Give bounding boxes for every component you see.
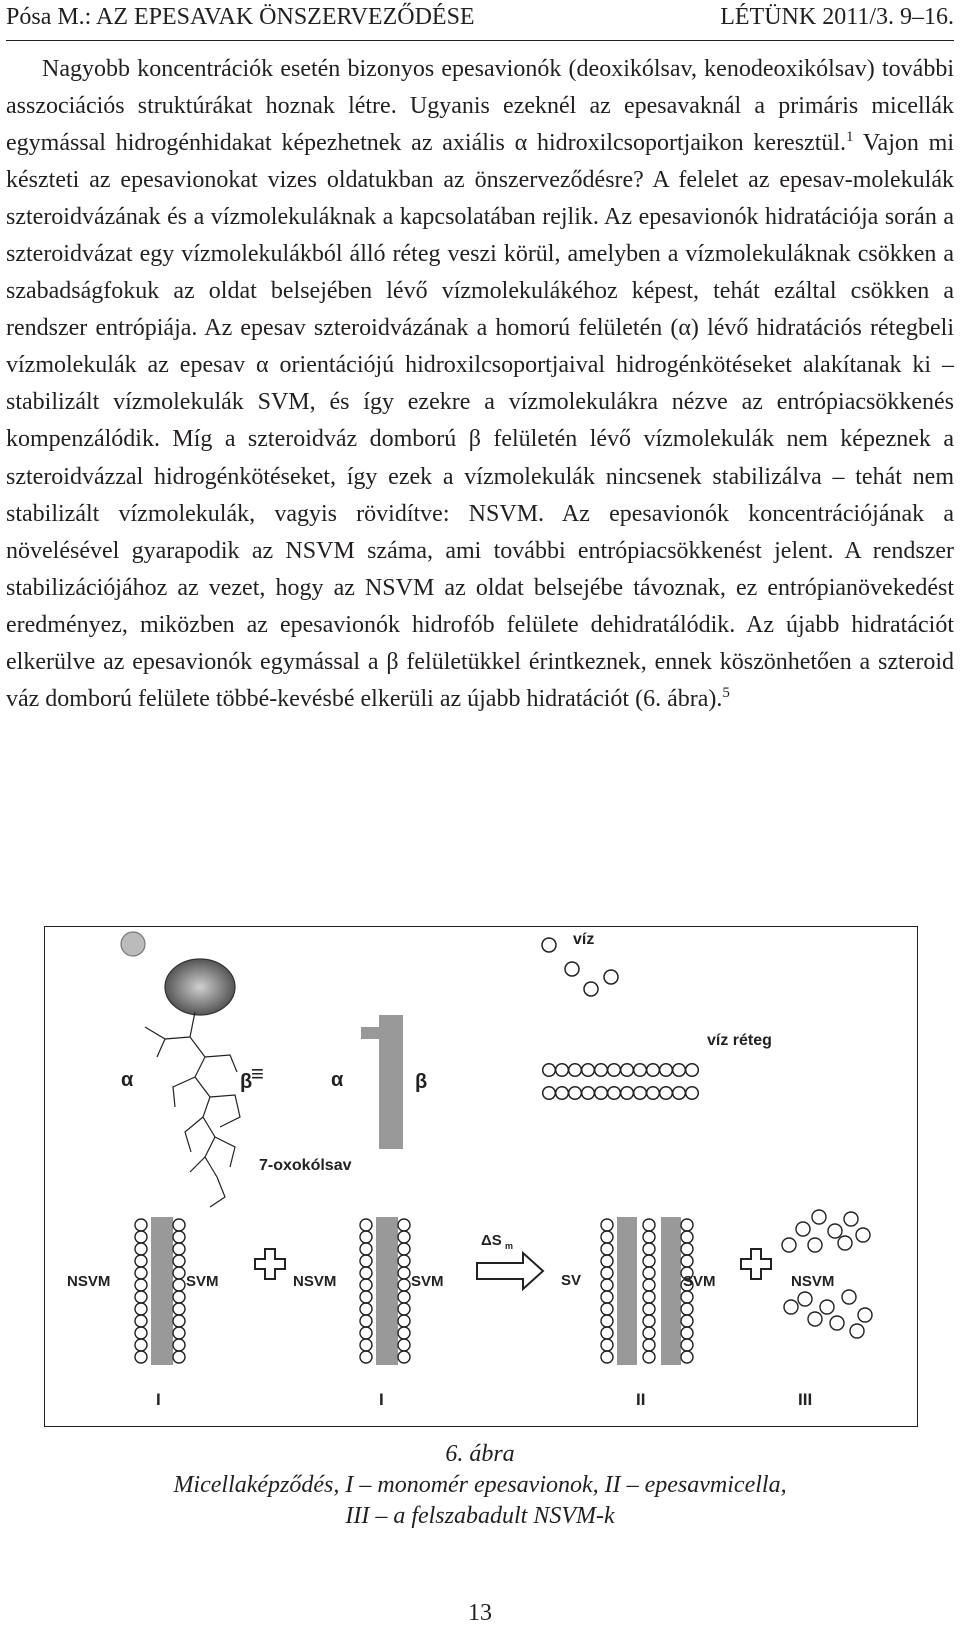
free-water-molecule bbox=[838, 1236, 852, 1250]
water-molecule bbox=[360, 1339, 372, 1351]
water-molecule bbox=[604, 970, 618, 984]
water-molecule bbox=[681, 1315, 693, 1327]
water-layer-molecule bbox=[556, 1087, 569, 1100]
water-molecule bbox=[398, 1243, 410, 1255]
free-water-molecule bbox=[856, 1228, 870, 1242]
water-molecule bbox=[398, 1291, 410, 1303]
water-molecule bbox=[135, 1219, 147, 1231]
water-molecule bbox=[643, 1255, 655, 1267]
reaction-arrow bbox=[477, 1232, 543, 1289]
water-molecule bbox=[360, 1351, 372, 1363]
water-molecule bbox=[173, 1243, 185, 1255]
water-layer-molecule bbox=[543, 1087, 556, 1100]
sv-label: SV bbox=[561, 1272, 582, 1289]
header-rule bbox=[6, 40, 954, 41]
water-molecule bbox=[643, 1303, 655, 1315]
water-layer-molecule bbox=[608, 1064, 621, 1077]
free-water-molecule bbox=[798, 1292, 812, 1306]
water-molecule bbox=[681, 1243, 693, 1255]
free-nsvm bbox=[782, 1210, 872, 1409]
water-molecule bbox=[643, 1231, 655, 1243]
water-molecule bbox=[360, 1243, 372, 1255]
water-molecule bbox=[643, 1219, 655, 1231]
water-molecule bbox=[681, 1327, 693, 1339]
free-water-molecule bbox=[812, 1210, 826, 1224]
water-molecule bbox=[135, 1267, 147, 1279]
water-layer-molecule bbox=[582, 1087, 595, 1100]
water-layer-label: víz réteg bbox=[707, 1032, 772, 1049]
water-molecule bbox=[135, 1339, 147, 1351]
water-molecule bbox=[643, 1267, 655, 1279]
water-layer-molecule bbox=[621, 1087, 634, 1100]
water-layer-molecule bbox=[595, 1064, 608, 1077]
water-molecule bbox=[601, 1219, 613, 1231]
water-molecule bbox=[135, 1255, 147, 1267]
free-water-molecule bbox=[844, 1212, 858, 1226]
water-layer-molecule bbox=[634, 1087, 647, 1100]
steroid-symbol bbox=[361, 1015, 403, 1149]
water-molecule bbox=[398, 1327, 410, 1339]
water-layer-molecule bbox=[569, 1087, 582, 1100]
figure-6 bbox=[44, 926, 918, 1427]
water-molecule bbox=[135, 1231, 147, 1243]
micelle bbox=[561, 1217, 716, 1409]
running-header bbox=[6, 2, 954, 32]
water-molecule bbox=[135, 1303, 147, 1315]
water-molecule bbox=[173, 1327, 185, 1339]
water-molecule bbox=[398, 1255, 410, 1267]
water-layer-molecule bbox=[608, 1087, 621, 1100]
water-molecule bbox=[173, 1291, 185, 1303]
water-molecule bbox=[643, 1291, 655, 1303]
water-molecule bbox=[643, 1339, 655, 1351]
alpha-label-2: α bbox=[331, 1069, 344, 1091]
water-molecule bbox=[681, 1219, 693, 1231]
water-molecule bbox=[398, 1267, 410, 1279]
monomer-2 bbox=[293, 1217, 444, 1409]
water-molecule bbox=[565, 962, 579, 976]
water-molecule bbox=[135, 1291, 147, 1303]
caption-line: Micellaképződés, I – monomér epesavionok, II – epesavmicella, bbox=[173, 1472, 787, 1498]
text-segment: Nagyobb koncentrációk esetén bizonyos epesavionók (deoxikólsav, kenodeoxikólsav) további asszociációs struktúrákat hoznak létre. Ugyanis ezeknél az epesavaknál a primáris micellák egymással hidrogénhidakat képezhetnek az axiális α hidroxilcsoportjaikon keresztül. bbox=[6, 56, 954, 157]
water-molecule bbox=[542, 938, 556, 952]
free-water-molecule bbox=[850, 1324, 864, 1338]
water-molecule bbox=[398, 1303, 410, 1315]
figure-caption bbox=[60, 1439, 900, 1532]
water-diagram bbox=[542, 931, 772, 1099]
water-molecule bbox=[360, 1231, 372, 1243]
water-molecule bbox=[643, 1315, 655, 1327]
roman-label-2: II bbox=[636, 1390, 646, 1409]
beta-label-2: β bbox=[415, 1071, 428, 1093]
water-layer-molecule bbox=[686, 1087, 699, 1100]
water-molecule bbox=[398, 1339, 410, 1351]
free-water-molecule bbox=[830, 1316, 844, 1330]
water-molecule bbox=[173, 1315, 185, 1327]
water-molecule bbox=[601, 1351, 613, 1363]
water-molecule bbox=[584, 982, 598, 996]
water-molecule bbox=[643, 1351, 655, 1363]
nsvm-label: NSVM bbox=[67, 1273, 111, 1290]
water-molecule bbox=[681, 1351, 693, 1363]
water-molecule bbox=[398, 1351, 410, 1363]
water-molecule bbox=[601, 1327, 613, 1339]
micelle-diagram bbox=[45, 927, 917, 1426]
water-molecule bbox=[360, 1279, 372, 1291]
water-molecule bbox=[360, 1315, 372, 1327]
alpha-label: α bbox=[121, 1069, 134, 1091]
beta-label: β bbox=[240, 1071, 253, 1093]
water-layer-molecule bbox=[673, 1087, 686, 1100]
water-layer-molecule bbox=[556, 1064, 569, 1077]
water-molecule bbox=[135, 1279, 147, 1291]
header-author-title: Pósa M.: AZ EPESAVAK ÖNSZERVEZŐDÉSE bbox=[6, 4, 475, 30]
water-molecule bbox=[681, 1339, 693, 1351]
water-label: víz bbox=[573, 931, 595, 948]
free-water-molecule bbox=[782, 1238, 796, 1252]
water-molecule bbox=[398, 1219, 410, 1231]
water-layer-molecule bbox=[569, 1064, 582, 1077]
roman-label-1b: I bbox=[379, 1390, 384, 1409]
water-molecule bbox=[173, 1339, 185, 1351]
water-molecule bbox=[601, 1255, 613, 1267]
text-segment: Vajon mi készteti az epesavionokat vizes oldatukban az önszerveződésre? A felelet az epesav-molekulák szteroidvázának és a vízmolekuláknak a kapcsolatában rejlik. Az epesavionók hidratációja során a szteroidvázat egy vízmolekulákból álló réteg veszi körül, amelyben a vízmolekuláknak csökken a szabadságfokuk az oldat belsejében lévő vízmolekulákéhoz képest, tehát ezáltal csökken a rendszer entrópiája. Az epesav szteroidvázának a homorú felületén (α) lévő hidratációs rétegbeli vízmolekulák az epesav α orientációjú hidroxilcsoportjaival hidrogénkötéseket alakítanak ki – stabilizált vízmolekulák SVM, és így ezekre a vízmolekulákra nézve az entrópiacsökkenés kompenzálódik. Míg a szteroidváz domború β felületén lévő vízmolekulák nem képeznek a szteroidvázzal hidrogénkötéseket, így ezek a vízmolekulák nincsenek stabilizálva – tehát nem stabilizált vízmolekulák, vagyis rövidítve: NSVM. Az epesavionók koncentrációjának a növelésével gyarapodik az NSVM száma, ami további entrópiacsökkenést jelent. A rendszer stabilizációjához az vezet, hogy az NSVM az oldat belsejébe távoznak, ez entrópianövekedést eredményez, miközben az epesavionók hidrofób felülete dehidratálódik. Az újabb hidratációt elkerülve az epesavionók egymással a β felületükkel érintkeznek, ennek köszönhetően a szteroid váz domború felülete többé-kevésbé elkerüli az újabb hidratációt (6. ábra). bbox=[6, 130, 955, 712]
water-molecule bbox=[601, 1315, 613, 1327]
water-molecule bbox=[135, 1327, 147, 1339]
water-layer bbox=[543, 1064, 699, 1100]
equiv-sign: ≡ bbox=[251, 1061, 264, 1086]
water-layer-molecule bbox=[595, 1087, 608, 1100]
water-molecule bbox=[173, 1279, 185, 1291]
svm-label: SVM bbox=[683, 1273, 716, 1290]
free-water-molecule bbox=[828, 1224, 842, 1238]
svm-label: SVM bbox=[411, 1273, 444, 1290]
svm-label: SVM bbox=[186, 1273, 219, 1290]
water-molecule bbox=[601, 1339, 613, 1351]
water-layer-molecule bbox=[634, 1064, 647, 1077]
free-water-molecule bbox=[858, 1308, 872, 1322]
water-molecule bbox=[643, 1243, 655, 1255]
free-water-molecule bbox=[842, 1290, 856, 1304]
free-water-molecule bbox=[808, 1238, 822, 1252]
water-molecule bbox=[360, 1327, 372, 1339]
water-molecule bbox=[643, 1327, 655, 1339]
paragraph bbox=[6, 51, 954, 718]
footnote-ref[interactable]: 5 bbox=[722, 684, 730, 701]
nsvm-label: NSVM bbox=[293, 1273, 337, 1290]
footnote-ref[interactable]: 1 bbox=[846, 129, 854, 146]
water-molecule bbox=[601, 1303, 613, 1315]
nsvm-label: NSVM bbox=[791, 1273, 835, 1290]
water-molecule bbox=[173, 1303, 185, 1315]
water-molecule bbox=[360, 1303, 372, 1315]
water-layer-molecule bbox=[647, 1064, 660, 1077]
water-layer-molecule bbox=[621, 1064, 634, 1077]
caption-title: 6. ábra bbox=[445, 1441, 515, 1467]
water-molecule bbox=[173, 1219, 185, 1231]
water-molecule bbox=[135, 1243, 147, 1255]
water-molecule bbox=[601, 1243, 613, 1255]
delta-s-subscript: m bbox=[505, 1241, 514, 1251]
water-molecule bbox=[398, 1231, 410, 1243]
roman-label-1: I bbox=[156, 1390, 161, 1409]
water-molecule bbox=[601, 1267, 613, 1279]
molecule-sketch bbox=[121, 932, 240, 1207]
free-water-molecule bbox=[784, 1300, 798, 1314]
water-layer-molecule bbox=[673, 1064, 686, 1077]
water-molecule bbox=[173, 1351, 185, 1363]
water-molecule bbox=[173, 1267, 185, 1279]
water-molecule bbox=[135, 1315, 147, 1327]
main-text bbox=[6, 51, 954, 718]
water-molecule bbox=[643, 1279, 655, 1291]
roman-label-3: III bbox=[798, 1390, 813, 1409]
water-molecule bbox=[173, 1255, 185, 1267]
water-molecule bbox=[681, 1303, 693, 1315]
water-layer-molecule bbox=[660, 1064, 673, 1077]
compound-label: 7-oxokólsav bbox=[259, 1157, 352, 1174]
water-molecule bbox=[135, 1351, 147, 1363]
water-layer-molecule bbox=[660, 1087, 673, 1100]
monomer-1 bbox=[67, 1217, 219, 1409]
plus-sign-1 bbox=[255, 1249, 285, 1279]
water-molecule bbox=[601, 1231, 613, 1243]
water-layer-molecule bbox=[647, 1087, 660, 1100]
water-molecule bbox=[360, 1255, 372, 1267]
water-molecule bbox=[398, 1315, 410, 1327]
header-journal-ref: LÉTÜNK 2011/3. 9–16. bbox=[720, 4, 954, 30]
water-molecule bbox=[360, 1291, 372, 1303]
water-molecule bbox=[681, 1231, 693, 1243]
water-molecule bbox=[360, 1219, 372, 1231]
water-molecule bbox=[601, 1291, 613, 1303]
water-layer-molecule bbox=[582, 1064, 595, 1077]
water-layer-molecule bbox=[543, 1064, 556, 1077]
water-molecule bbox=[681, 1255, 693, 1267]
water-molecule bbox=[681, 1291, 693, 1303]
water-molecule bbox=[601, 1279, 613, 1291]
page-number: 13 bbox=[468, 1600, 492, 1626]
free-water-molecule bbox=[820, 1300, 834, 1314]
water-molecule bbox=[398, 1279, 410, 1291]
caption-line: III – a felszabadult NSVM-k bbox=[345, 1503, 615, 1529]
free-water-molecule bbox=[808, 1312, 822, 1326]
water-molecule bbox=[173, 1231, 185, 1243]
free-water-molecule bbox=[796, 1222, 810, 1236]
delta-s-label: ΔS bbox=[481, 1232, 502, 1249]
plus-sign-2 bbox=[741, 1249, 771, 1279]
water-layer-molecule bbox=[686, 1064, 699, 1077]
water-molecule bbox=[360, 1267, 372, 1279]
